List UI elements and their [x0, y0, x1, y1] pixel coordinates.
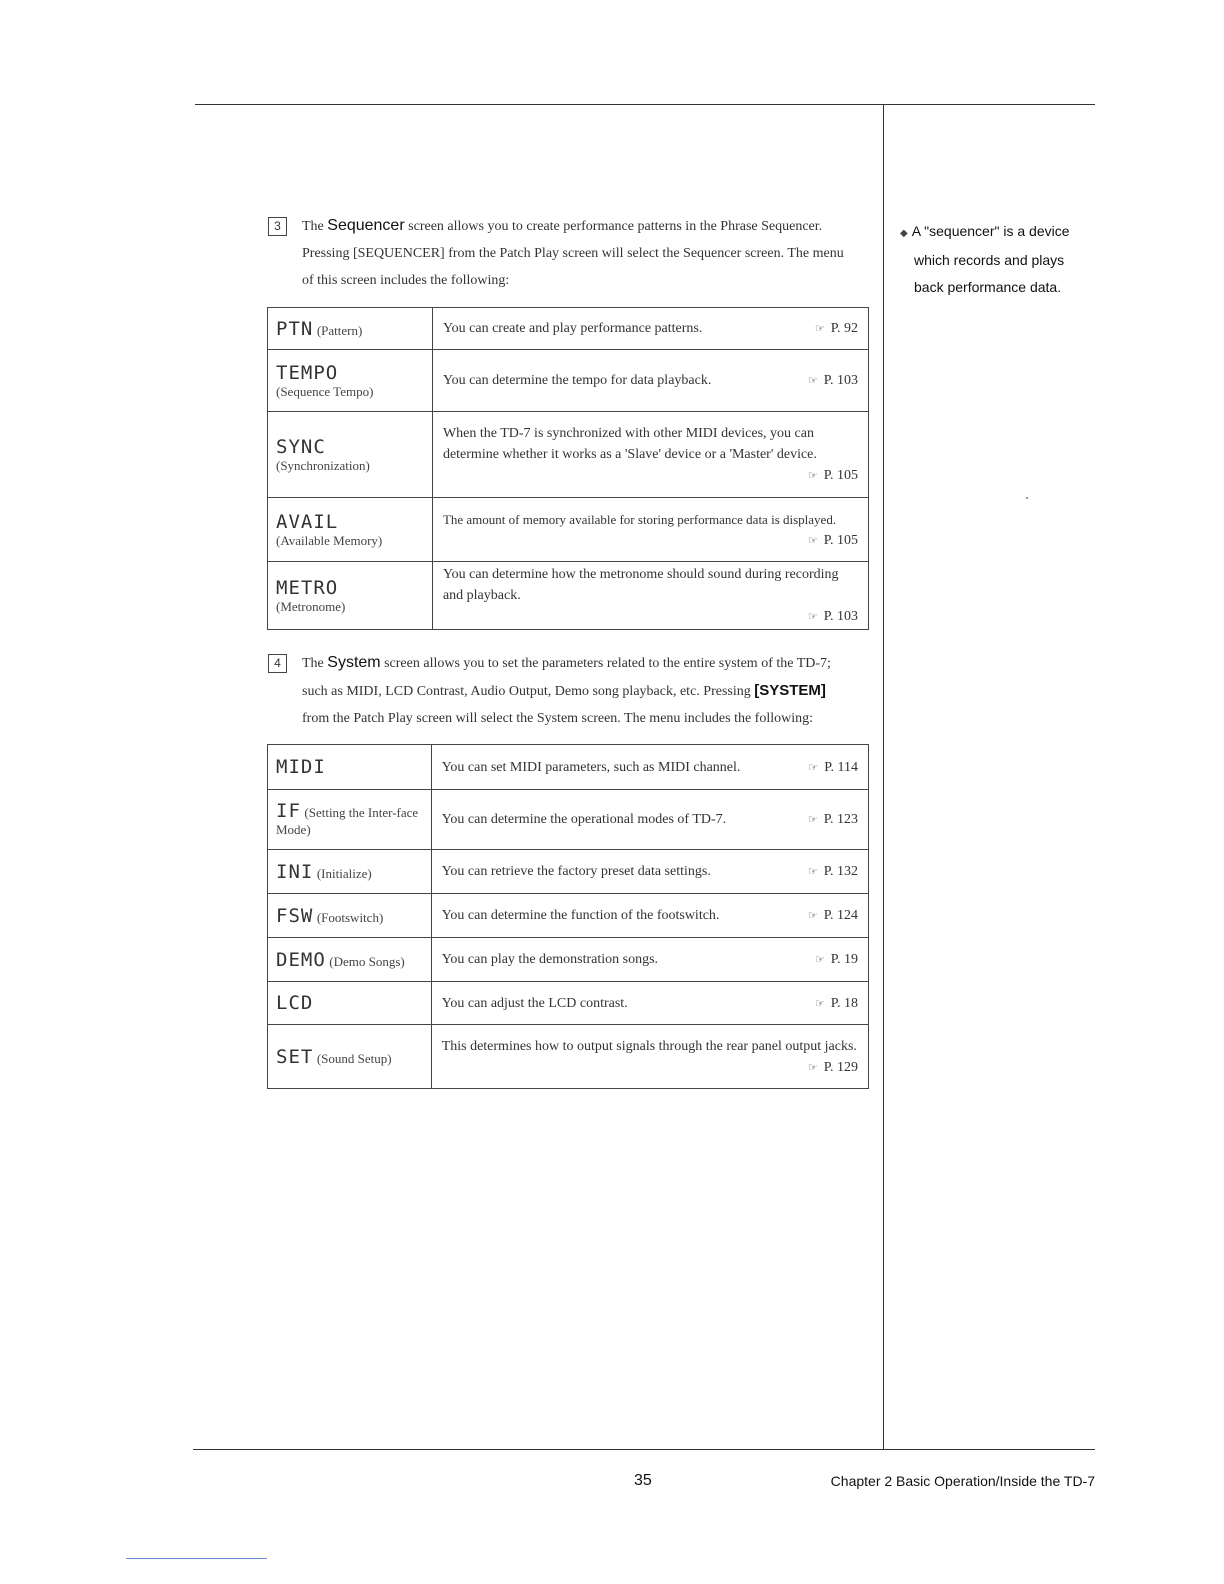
item-name: (Setting the Inter-face Mode)	[276, 805, 419, 837]
table-row	[268, 308, 869, 350]
section-4-intro	[268, 649, 878, 732]
page-ref: P. 129	[823, 1059, 858, 1075]
system-button-label: [SYSTEM]	[754, 682, 826, 699]
side-note	[900, 218, 1100, 301]
lcd-label: IF	[276, 800, 301, 822]
scan-artifact-dot	[1026, 497, 1028, 499]
item-description: You can determine the tempo for data playback.	[442, 373, 712, 388]
pointing-hand-icon: ☞	[807, 533, 818, 547]
section-3-line2: Pressing [SEQUENCER] from the Patch Play screen will select the Sequencer screen. The menu	[302, 246, 844, 261]
page-ref: P. 124	[823, 908, 858, 923]
item-description: When the TD-7 is synchronized with other MIDI devices, you can determine whether it works as a 'Slave' device or a 'Master' device.	[442, 426, 817, 462]
pointing-hand-icon: ☞	[814, 996, 825, 1010]
system-menu-table	[267, 744, 869, 1089]
pointing-hand-icon: ☞	[807, 469, 818, 482]
table-row	[268, 498, 869, 562]
table-row	[268, 745, 869, 790]
page-ref: P. 132	[823, 864, 858, 879]
item-name: (Sequence Tempo)	[276, 383, 374, 399]
lcd-label: MIDI	[276, 756, 326, 778]
section-3-pre: The	[302, 219, 328, 234]
scan-artifact-line	[126, 1558, 267, 1559]
lcd-label: SYNC	[276, 435, 326, 458]
section-4-line1: screen allows you to set the parameters related to the entire system of the TD-7;	[380, 656, 831, 671]
page-number: 35	[634, 1472, 652, 1489]
page-ref: P. 19	[830, 952, 858, 967]
item-name: (Metronome)	[276, 598, 346, 614]
item-name: (Demo Songs)	[329, 953, 405, 969]
item-name: (Synchronization)	[276, 457, 370, 473]
item-name: (Available Memory)	[276, 532, 383, 548]
top-rule	[195, 104, 1095, 105]
table-row	[268, 1025, 869, 1089]
pointing-hand-icon: ☞	[807, 813, 818, 826]
table-row	[268, 894, 869, 938]
page-ref: P. 105	[823, 532, 858, 548]
item-description: You can set MIDI parameters, such as MIDI channel.	[441, 759, 741, 775]
page-ref: P. 123	[823, 812, 858, 827]
item-description: You can determine the operational modes of TD-7.	[441, 812, 727, 827]
table-row	[268, 790, 869, 850]
side-note-line2: which records and plays	[914, 252, 1065, 268]
page-ref: P. 114	[824, 759, 858, 775]
lcd-label: INI	[276, 860, 314, 883]
section-3-line3: of this screen includes the following:	[302, 273, 510, 288]
item-name: (Pattern)	[316, 322, 363, 338]
section-3-intro	[268, 212, 878, 294]
section-4-line3: from the Patch Play screen will select the System screen. The menu includes the following:	[302, 711, 813, 726]
section-4-number: 4	[268, 654, 287, 673]
pointing-hand-icon: ☞	[807, 374, 818, 387]
section-4-line2: such as MIDI, LCD Contrast, Audio Output, Demo song playback, etc. Pressing	[302, 684, 755, 699]
section-3-number: 3	[268, 217, 287, 236]
item-description: The amount of memory available for storing performance data is displayed.	[442, 511, 837, 527]
bottom-rule	[193, 1449, 1095, 1450]
pointing-hand-icon: ☞	[807, 610, 818, 623]
side-note-line3: back performance data.	[914, 279, 1062, 295]
item-name: (Footswitch)	[316, 909, 384, 925]
item-description: You can adjust the LCD contrast.	[441, 995, 628, 1011]
item-description: This determines how to output signals through the rear panel output jacks.	[441, 1038, 857, 1054]
lcd-label: METRO	[276, 576, 339, 599]
item-description: You can play the demonstration songs.	[441, 952, 659, 967]
item-name: (Sound Setup)	[316, 1050, 392, 1066]
table-row	[268, 562, 869, 630]
table-row	[268, 938, 869, 982]
item-description: You can retrieve the factory preset data settings.	[441, 864, 711, 879]
side-note-line1: A "sequencer" is a device	[911, 223, 1070, 239]
lcd-label: DEMO	[276, 948, 326, 971]
pointing-hand-icon: ☞	[807, 909, 818, 922]
lcd-label: SET	[276, 1045, 314, 1068]
lcd-label: PTN	[276, 317, 314, 340]
lcd-label: LCD	[276, 992, 314, 1014]
pointing-hand-icon: ☞	[814, 953, 825, 966]
pointing-hand-icon: ☞	[807, 1060, 818, 1074]
sequencer-keyword: Sequencer	[327, 217, 405, 234]
section-3-line1: screen allows you to create performance patterns in the Phrase Sequencer.	[404, 219, 823, 234]
diamond-bullet-icon: ◆	[900, 228, 908, 239]
pointing-hand-icon: ☞	[808, 760, 819, 774]
table-row	[268, 412, 869, 498]
item-name: (Initialize)	[316, 865, 372, 881]
sequencer-menu-table	[267, 307, 869, 630]
table-row	[268, 982, 869, 1025]
table-row	[268, 850, 869, 894]
item-description: You can determine how the metronome should sound during recording and playback.	[442, 567, 839, 603]
page-ref: P. 103	[823, 609, 858, 624]
table-row	[268, 350, 869, 412]
section-4-pre: The	[302, 656, 328, 671]
page-ref: P. 92	[830, 321, 858, 336]
item-description: You can create and play performance patterns.	[442, 321, 703, 336]
lcd-label: TEMPO	[276, 361, 339, 384]
pointing-hand-icon: ☞	[807, 865, 818, 878]
page-ref: P. 103	[823, 373, 858, 388]
page-ref: P. 18	[830, 995, 858, 1011]
system-keyword: System	[327, 654, 381, 671]
lcd-label: FSW	[276, 904, 314, 927]
page-ref: P. 105	[823, 468, 858, 483]
lcd-label: AVAIL	[276, 510, 339, 533]
margin-divider	[883, 104, 884, 1450]
item-description: You can determine the function of the footswitch.	[441, 908, 720, 923]
pointing-hand-icon: ☞	[814, 322, 825, 335]
chapter-title: Chapter 2 Basic Operation/Inside the TD-7	[830, 1473, 1095, 1489]
